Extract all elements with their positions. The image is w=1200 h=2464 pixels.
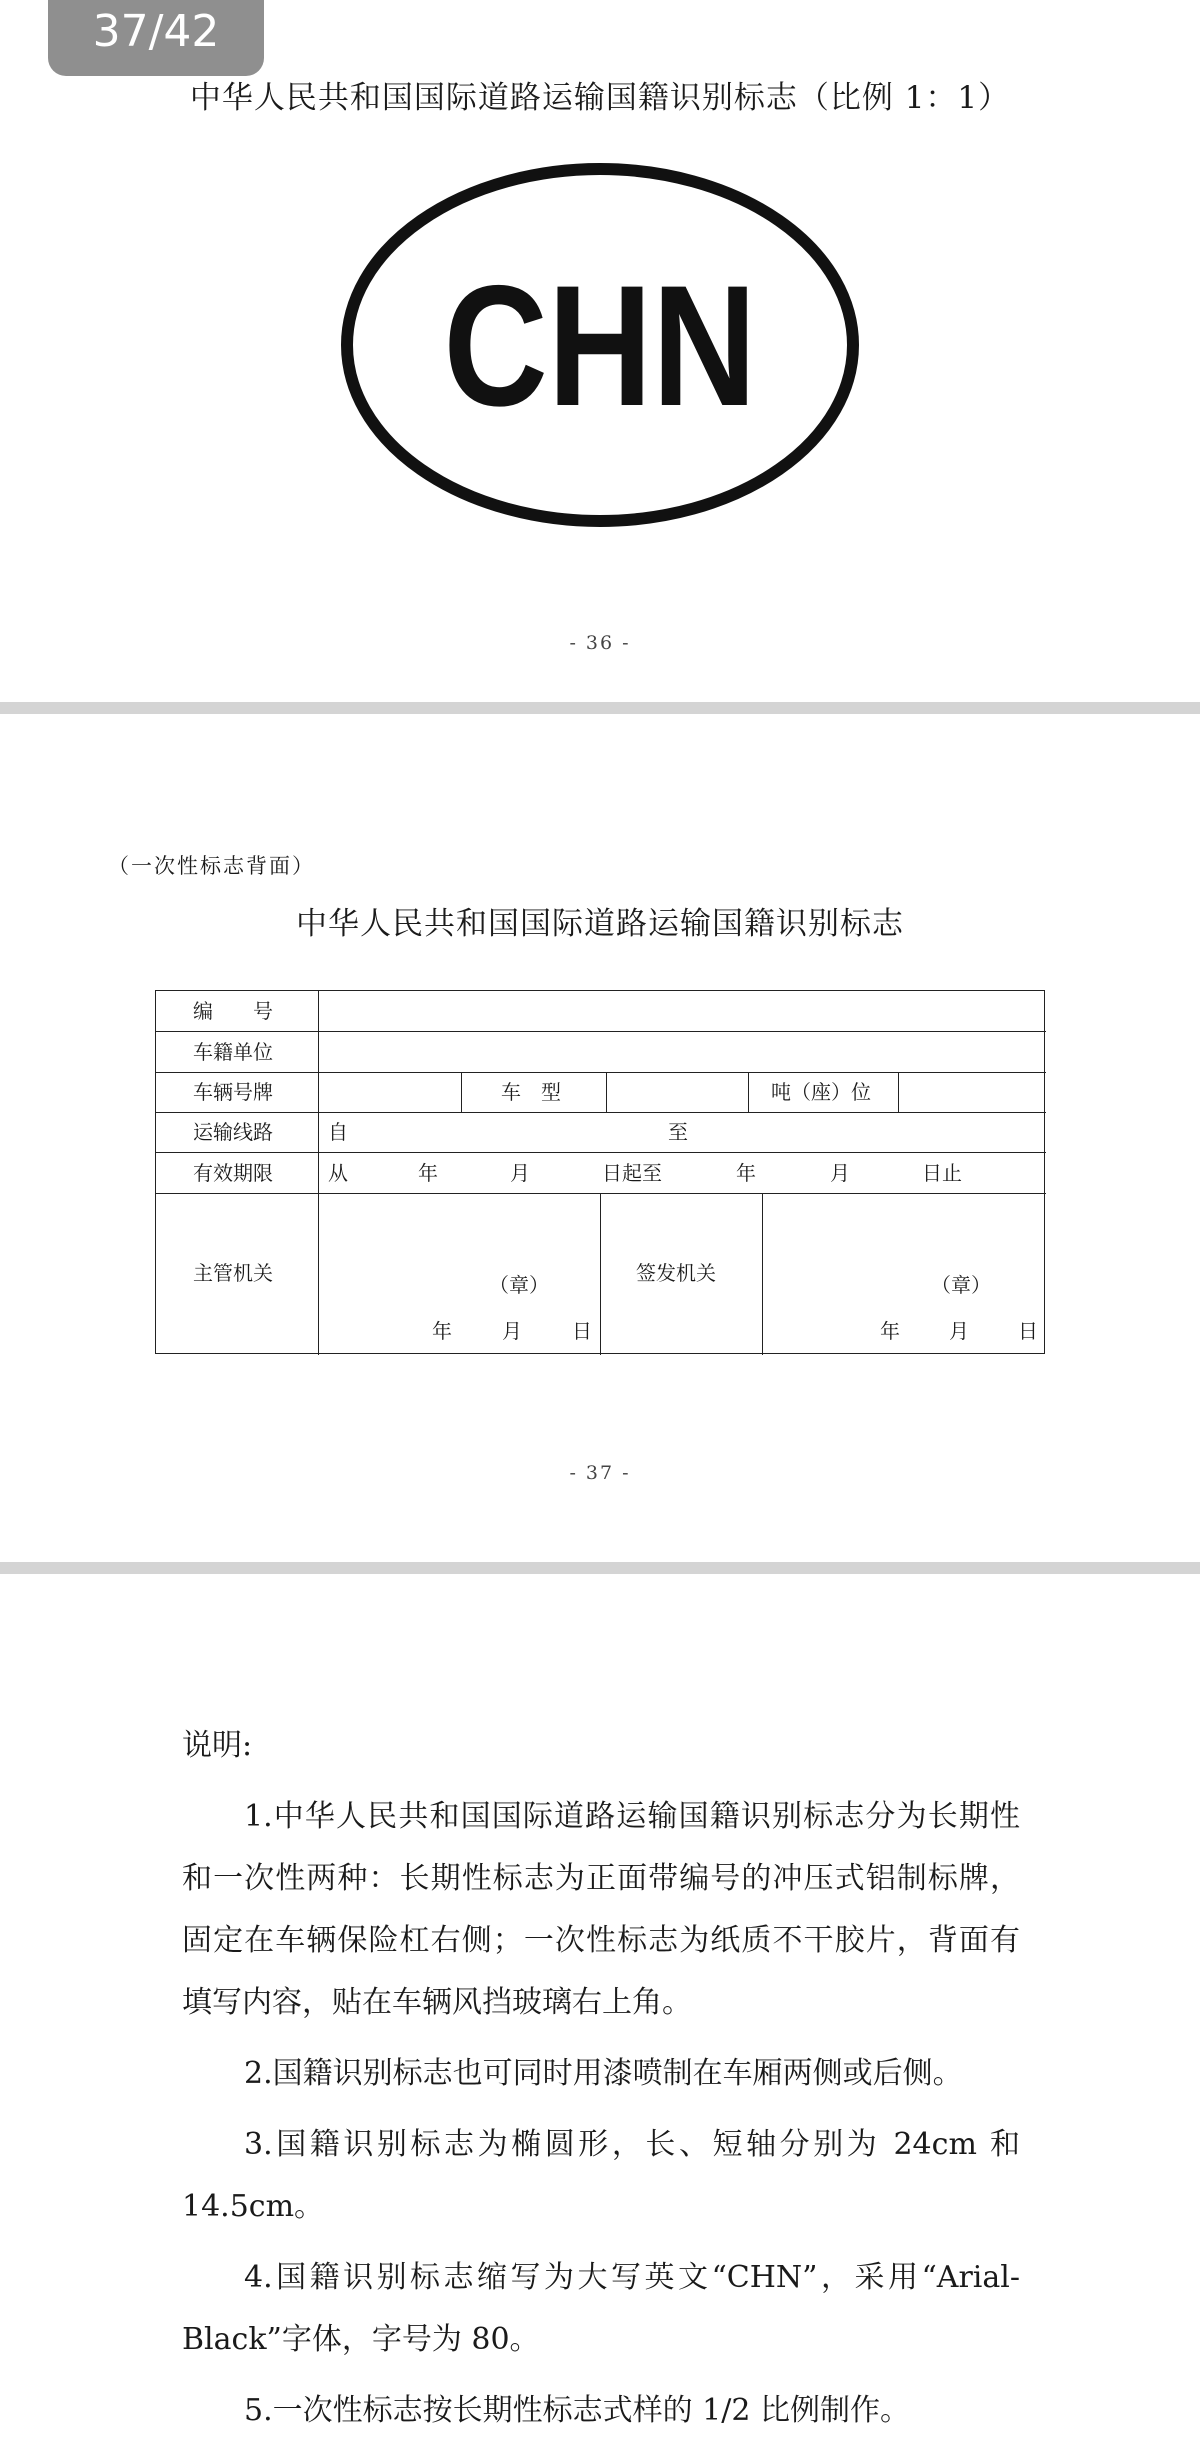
issuer-day: 日	[1018, 1319, 1038, 1343]
explanation-item: 4.国籍识别标志缩写为大写英文“CHN”，采用“Arial-Black”字体，字号为 80。	[182, 2260, 1020, 2357]
table-rule	[898, 1072, 899, 1112]
validity-month: 月	[510, 1161, 530, 1185]
form-title: 中华人民共和国国际道路运输国籍识别标志	[296, 906, 904, 942]
table-rule	[156, 1072, 1046, 1073]
validity-end-month: 月	[830, 1161, 850, 1185]
page-separator	[0, 702, 1200, 714]
explanation-section	[182, 1720, 1020, 2451]
validity-from: 从	[328, 1161, 348, 1185]
validity-start-day: 日起至	[602, 1161, 662, 1185]
explanation-heading: 说明:	[182, 1728, 253, 1763]
validity-end-day: 日止	[922, 1161, 962, 1185]
label-license-plate: 车辆号牌	[193, 1080, 273, 1104]
table-rule	[156, 1031, 1046, 1032]
issuer-year: 年	[880, 1319, 900, 1343]
explanation-item: 2.国籍识别标志也可同时用漆喷制在车厢两侧或后侧。	[244, 2056, 963, 2091]
validity-year: 年	[418, 1161, 438, 1185]
explanation-item: 3.国籍识别标志为椭圆形，长、短轴分别为 24cm 和 14.5cm。	[182, 2127, 1020, 2224]
authority-day: 日	[572, 1319, 592, 1343]
table-rule	[156, 1112, 1046, 1113]
label-tonnage-seats: 吨（座）位	[771, 1080, 871, 1104]
table-rule	[156, 1152, 1046, 1153]
label-serial-number: 编 号	[193, 999, 273, 1023]
table-rule	[318, 991, 319, 1355]
route-to: 至	[668, 1120, 688, 1144]
authority-year: 年	[432, 1319, 452, 1343]
label-issuing-authority: 签发机关	[636, 1261, 716, 1285]
table-rule	[748, 1072, 749, 1112]
page-number: - 37 -	[569, 1462, 631, 1484]
label-competent-authority: 主管机关	[193, 1261, 273, 1285]
explanation-item: 5.一次性标志按长期性标志式样的 1/2 比例制作。	[244, 2393, 910, 2428]
table-rule	[606, 1072, 607, 1112]
table-rule	[461, 1072, 462, 1112]
page-separator	[0, 1562, 1200, 1574]
page-indicator: 37/42	[48, 0, 264, 76]
validity-end-year: 年	[736, 1161, 756, 1185]
route-from: 自	[328, 1120, 348, 1144]
label-validity-period: 有效期限	[193, 1161, 273, 1185]
table-rule	[600, 1193, 601, 1355]
emblem-text: CHN	[443, 249, 757, 442]
chn-emblem	[339, 160, 861, 530]
issuer-month: 月	[949, 1319, 969, 1343]
table-rule	[762, 1193, 763, 1355]
label-vehicle-type: 车 型	[501, 1080, 561, 1104]
form-note: （一次性标志背面）	[108, 854, 315, 878]
explanation-item: 1.中华人民共和国国际道路运输国籍识别标志分为长期性和一次性两种：长期性标志为正面带编号的冲压式铝制标牌，固定在车辆保险杠右侧；一次性标志为纸质不干胶片，背面有填写内容，贴在车辆风挡玻璃右上角。	[182, 1799, 1020, 2020]
issuer-seal: （章）	[931, 1273, 991, 1297]
label-vehicle-unit: 车籍单位	[193, 1040, 273, 1064]
page-number: - 36 -	[569, 632, 631, 654]
authority-seal: （章）	[489, 1273, 549, 1297]
registration-form-table	[155, 990, 1045, 1354]
table-rule	[156, 1193, 1046, 1194]
document-page-36	[0, 0, 1200, 706]
authority-month: 月	[502, 1319, 522, 1343]
emblem-page-title: 中华人民共和国国际道路运输国籍识别标志（比例 1：1）	[189, 80, 1011, 116]
label-transport-route: 运输线路	[193, 1120, 273, 1144]
